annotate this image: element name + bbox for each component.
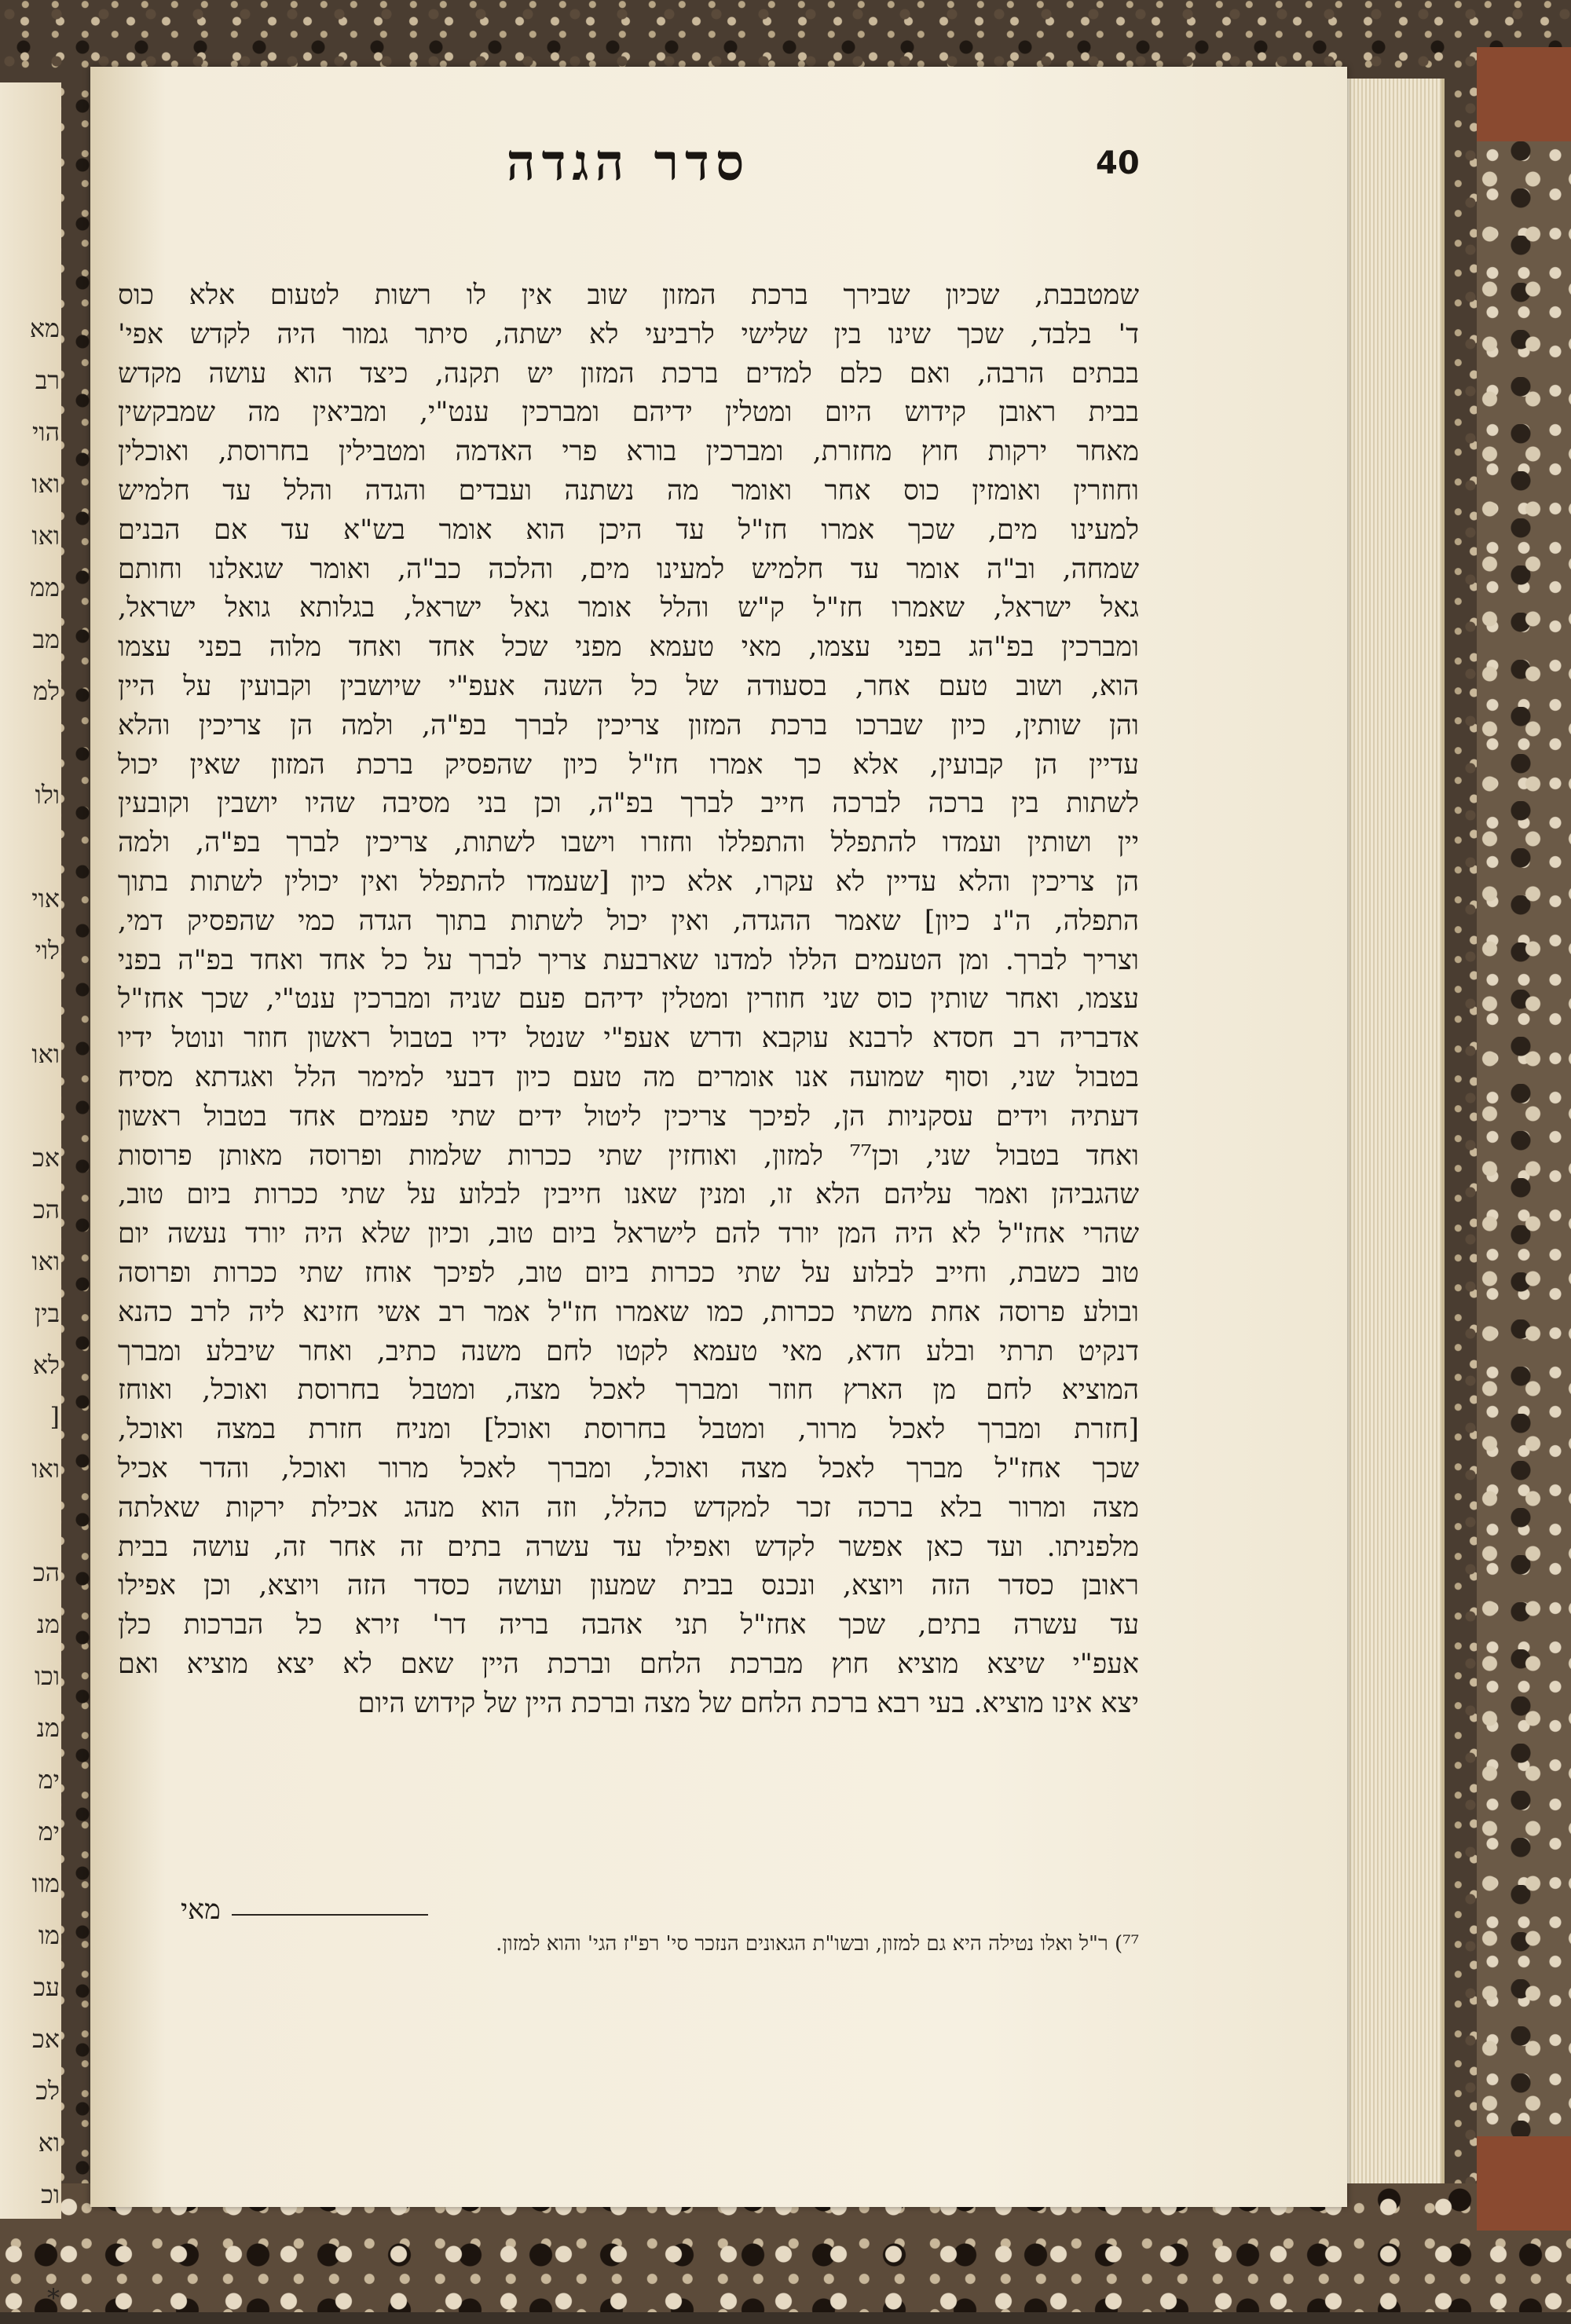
left-page-fragment: ואו: [31, 521, 60, 551]
body-line: דעתיה וידים עסקניות הן, לפיכך צריכין ליטול ידים שתי פעמים אחד בטבול ראשון: [118, 1100, 1139, 1133]
left-page-fragment: מנ: [36, 1713, 60, 1743]
body-line: ומברכין בפ"הג בפני עצמו, מאי טעמא מפני שכל אחד ואחד מלוה בפני עצמו: [118, 631, 1139, 664]
left-page-fragment: [3, 976, 60, 1028]
body-line: דנקיט תרתי ובלע חדא, מאי טעמא לקטו לחם משנה כתיב, ואחר שיבלע ומברך: [118, 1335, 1139, 1367]
body-line: לשתות בין ברכה לברכה חייב לברך בפ"ה, וכן בני מסיבה שהיו יושבין וקובעין: [118, 788, 1139, 820]
left-page-fragment: [3, 717, 60, 769]
body-line: יצא אינו מוציא. בעי רבא ברכת הלחם של מצה וברכת היין של קידוש היום: [357, 1687, 1139, 1719]
body-line: שמחה, וב"ה אומר עד חלמיש למעינו מים, והלכה כב"ה, ואומר שגאלנו וחותם: [118, 553, 1139, 585]
body-line: אעפ"י שיצא מוציא חוץ מברכת הלחם וברכת היין שאם לא יצא מוציא ואם: [118, 1648, 1139, 1680]
left-page-fragment: ואו: [31, 1246, 60, 1276]
left-page-fragment: הוי: [32, 417, 60, 447]
body-line: [חזרת ומברך לאכל מרור, ומטבל בחרוסת ואוכל] ומניח חזרת במצה ואוכל,: [118, 1414, 1139, 1446]
body-line: וחוזרין ואומזין כוס אחר ואומר מה נשתנה ועבדים והגדה והלל עד חלמיש: [118, 474, 1139, 507]
body-line: שהרי אחז"ל לא היה המן יורד להם לישראל ביום טוב, וכיון שלא היה יורד נעשה יום: [118, 1218, 1139, 1250]
left-page-fragment: אוי: [31, 884, 60, 913]
left-page-fragment: [3, 1495, 60, 1546]
left-page-fragment: ואו: [31, 469, 60, 499]
left-page-fragment: מוו: [31, 1868, 60, 1898]
page-edge-stack: [1339, 79, 1445, 2183]
left-page-fragment: מו: [38, 1920, 60, 1950]
body-line: בבתים הרבה, ואם כלם למדים ברכת המזון יש תקנה, כיצד הוא עושה מקדש: [118, 357, 1139, 390]
left-page-fragment: ולו: [35, 780, 60, 810]
left-page-fragment: אכ: [32, 2024, 60, 2054]
body-line: שהגביהן ואמר עליהם הלא זו, ומנין שאנו חייבין לבלוע על שתי ככרות ביום טוב,: [118, 1179, 1139, 1211]
body-line: בבית ראובן קידוש היום ומטלין ידיהם ומברכין ענט"י, ומביאין מה שמבקשין: [118, 397, 1139, 429]
left-page-fragment: למ: [33, 676, 60, 706]
left-page-fragment: [3, 821, 60, 873]
left-page-fragment: ימ: [38, 1817, 60, 1846]
body-line: עד עשרה בתים, שכך אחז"ל תני אהבה בריה דר' זירא כל הברכות כלן: [118, 1609, 1139, 1641]
marbled-cover-right: [1477, 47, 1571, 2246]
footnote: ⁷⁷) ר"ל ואלו נטילה היא גם למזון, ובשו"ת הגאונים הנזכר סי' רפ"ז הגי' והוא למזון.: [496, 1932, 1139, 1956]
left-page-fragment: מנ: [36, 1609, 60, 1639]
body-line: שכך אחז"ל מברך לאכל מצה ואוכל, ומברך לאכל מרור ואוכל, והדר אכיל: [118, 1452, 1139, 1484]
body-line: יין ושותין ועמדו להתפלל והתפללו וחזרו וישבו לשתות, צריכין לברך בפ"ה, ולמה: [118, 827, 1139, 859]
body-line: בטבול שני, וסוף שמועה אנו אומרים מה טעם כיון דבעי למימר הלל ואגדתא מסיח: [118, 1061, 1139, 1093]
left-page-fragment: ואו: [31, 1039, 60, 1069]
body-line: שמטבבת, שכיון שבירך ברכת המזון שוב אין לו רשות לטעום אלא כוס: [118, 280, 1139, 311]
left-page-fragment: [3, 1080, 60, 1132]
body-line: וצריך לברך. ומן הטעמים הללו למדנו שארבעת צריך לברך על כל אחד ואחד בפ"ה בפני: [118, 944, 1139, 976]
left-page-fragment: *: [47, 2283, 60, 2313]
left-page-sliver: [0, 82, 61, 2313]
left-page-fragment: מב: [32, 624, 60, 654]
catchword: מאי: [181, 1894, 221, 1926]
left-page-fragment: וכ: [41, 2179, 60, 2209]
body-line: עדיין הן קבועין, אלא כך אמרו חז"ל כיון שהפסיק ברכת המזון שאין יכול: [118, 748, 1139, 781]
body-line: למעינו מים, שכך אמרו חז"ל עד היכן הוא אומר בש"א עד אם הבנים: [118, 514, 1139, 546]
body-line: מצה ומרור בלא ברכה זכר למקדש כהלל, וזה הוא מנהג אכילת ירקות שאלתה: [118, 1491, 1139, 1524]
body-line: ד' בלבד, שכך שינו בין שלישי לרביעי לא ישתה, סיתר גמור היה לקדש אפי': [118, 318, 1139, 350]
left-page-fragment: אכ: [32, 1143, 60, 1173]
body-line: והן שותין, כיון שברכו ברכת המזון צריכין לברך בפ"ה, ולמה הן צריכין והלא: [118, 709, 1139, 741]
page-number: 40: [1096, 145, 1140, 181]
left-page-fragment: בין: [35, 1298, 60, 1328]
running-head: סדר הגדה: [506, 134, 751, 192]
left-page-fragment: מא: [29, 313, 60, 343]
left-page-fragment: הכ: [32, 1557, 60, 1587]
left-page-fragment: רב: [35, 365, 60, 395]
body-text: [118, 276, 1139, 1723]
body-line: המוציא לחם מן הארץ חוזר ומברך לאכל מצה, ומטבל בחרוסת ואוכל, ואוחז: [118, 1374, 1139, 1407]
body-line: ובולע פרוסה אחת משתי ככרות, כמו שאמרו חז"ל אמר רב אשי חזינא ליה לרב כהנא: [118, 1296, 1139, 1328]
body-line: אדבריה רב חסדא לרבנא עוקבא ודרש אעפ"י שנטל ידיו בטבול ראשון חוזר ונוטל ידיו: [118, 1023, 1139, 1055]
body-line: ראובן כסדר הזה ויוצא, ונכנס בבית שמעון ועושה כסדר הזה ויוצא, וכן אפילו: [118, 1570, 1139, 1602]
left-page-text-fragments: [3, 302, 60, 2324]
left-page-fragment: ואו: [31, 1454, 60, 1484]
left-page-fragment: לכ: [35, 2076, 60, 2106]
left-page-fragment: הכ: [32, 1195, 60, 1224]
leather-corner-bottom: [1477, 2136, 1571, 2231]
left-page-fragment: עכ: [33, 1972, 60, 2002]
body-line: עצמו, ואחר שותין כוס שני חוזרין ומטלין ידיהם פעם שניה ומברכין ענט"י, שכך אחז"ל: [118, 983, 1139, 1016]
left-page-fragment: לוי: [35, 935, 60, 965]
body-line: גאל ישראל, שאמרו חז"ל ק"ש והלל אומר גאל ישראל, בגלותא גואל ישראל,: [118, 592, 1139, 624]
body-line: התפלה, ה"נ כיון] שאמר ההגדה, ואין יכול לשתות בתוך הגדה כמי שהפסיק דמי,: [118, 905, 1139, 937]
body-line: מאחר ירקות חוץ מחזרת, ומברכין בורא פרי האדמה ומטבילין בחרוסת, ואוכלין: [118, 436, 1139, 468]
body-line: ואחד בטבול שני, וכן⁷⁷ למזון, ואוחזין שתי ככרות שלמות ופרוסה מאותן פרוסות: [118, 1140, 1139, 1172]
body-line: מלפניתו. ועד כאן אפשר לקדש ואפילו עד עשרה בתים זה אחר זה, עושה בבית: [118, 1531, 1139, 1563]
left-page-fragment: ימ: [38, 1765, 60, 1795]
left-page-fragment: [: [49, 1402, 60, 1432]
body-line: טוב כשבת, וחייב לבלוע על שתי ככרות ביום טוב, לפיכך אוחז שתי ככרות ופרוסה: [118, 1257, 1139, 1289]
footnote-rule: [232, 1914, 428, 1916]
left-page-fragment: וכו: [34, 1661, 60, 1691]
left-page-fragment: ממ: [30, 573, 60, 602]
left-page-fragment: וא: [38, 2128, 60, 2157]
body-line: הן צריכין והלא עדיין לא עקרו, אלא כיון [שעמדו להתפלל ואין יכולין לשתות בתוך: [118, 866, 1139, 898]
leather-corner-top: [1477, 47, 1571, 141]
body-line: הוא, ושוב טעם אחר, בסעודה של כל השנה אעפ"י שיושבין וקבועין על היין: [118, 670, 1139, 702]
left-page-fragment: [3, 2220, 60, 2272]
left-page-fragment: לא: [32, 1350, 60, 1380]
